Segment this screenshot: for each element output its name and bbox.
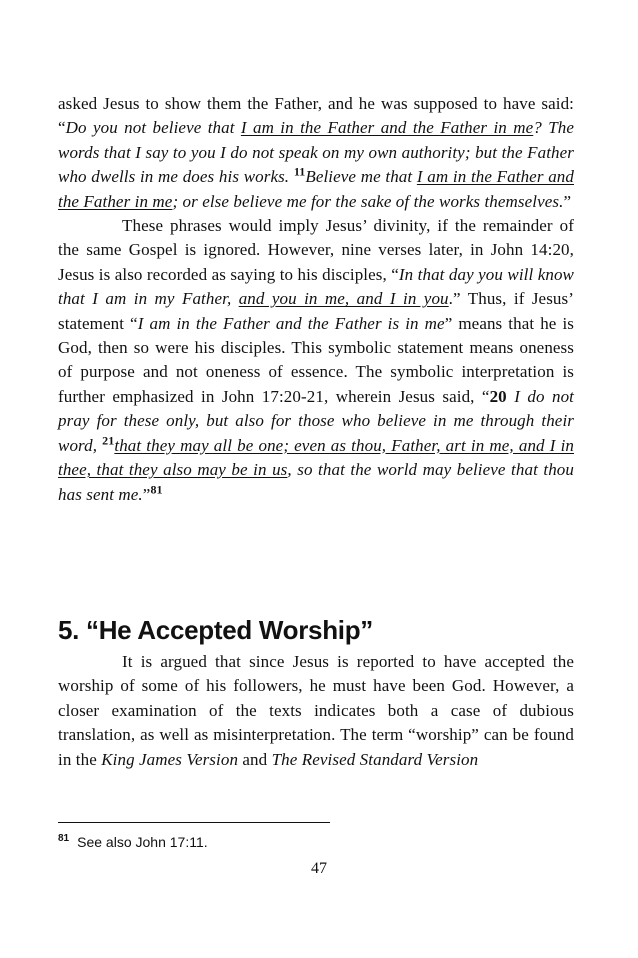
text-run: asked Jesus to show them the Father, and he was supposed to have said: “ xyxy=(58,94,574,138)
paragraph-2 xyxy=(58,214,574,507)
paragraph-1 xyxy=(58,92,574,214)
text-run: 20 xyxy=(489,386,515,406)
text-run: The Revised Standard Version xyxy=(271,749,479,769)
text-run: In that day you will know that I am in my Father, xyxy=(58,264,574,309)
text-run: .” Thus, if Jesus’ statement “ xyxy=(58,289,574,333)
text-run: and you in me, and I in you xyxy=(238,289,449,309)
text-run: that they may all be one; even as thou, Father, art in me, and I in thee, that they also may be in us xyxy=(58,435,574,480)
footnote xyxy=(58,834,208,850)
footnote-text: See also John 17:11. xyxy=(77,834,208,850)
footnote-divider xyxy=(58,822,330,823)
section-text-block xyxy=(58,650,574,772)
text-run: It is argued that since Jesus is reported to have accepted the worship of some of his followers, he must have been God. However, a closer examination of the texts indicates both a case of dubious translation, as well as misinterpretation. The term “worship” can be found in the xyxy=(58,652,574,769)
verse-number: 21 xyxy=(102,433,115,448)
text-run: , so that the world may believe that thou has sent me. xyxy=(58,460,575,504)
text-run: I do not pray for these only, but also for those who believe in me through their word, xyxy=(58,386,575,455)
verse-number: 11 xyxy=(293,164,306,179)
text-run: These phrases would imply Jesus’ divinity, if the remainder of the same Gospel is ignored. However, nine verses later, in John 14:20, Jesus is also recorded as saying to his disciples, “ xyxy=(58,216,574,284)
verse-number: 81 xyxy=(150,481,163,496)
text-run: ” xyxy=(142,484,151,504)
paragraph-3 xyxy=(58,650,574,772)
text-run: I am in the Father and the Father in me xyxy=(58,167,574,211)
main-text-block xyxy=(58,92,574,507)
text-run: ” xyxy=(563,191,572,211)
text-run: I am in the Father and the Father in me xyxy=(240,118,534,138)
section-heading: 5. “He Accepted Worship” xyxy=(58,615,373,645)
text-run: ; or else believe me for the sake of the works themselves. xyxy=(172,191,564,211)
footnote-marker: 81 xyxy=(58,833,70,845)
text-run: ? The words that I say to you I do not speak on my own authority; but the Father who dwells in me does his works. xyxy=(58,118,574,187)
page-number: 47 xyxy=(311,860,327,877)
text-run: and xyxy=(238,749,272,769)
text-run: King James Version xyxy=(101,749,239,769)
text-run: Do you not believe that xyxy=(65,118,241,138)
text-run: Believe me that xyxy=(305,167,417,187)
text-run: ” means that he is God, then so were his disciples. This symbolic statement means oneness of purpose and not oneness of essence. The symbolic interpretation is further emphasized in John 17:20-21, wherein Jesus said, “ xyxy=(58,313,574,406)
text-run: I am in the Father and the Father is in me xyxy=(137,313,445,333)
